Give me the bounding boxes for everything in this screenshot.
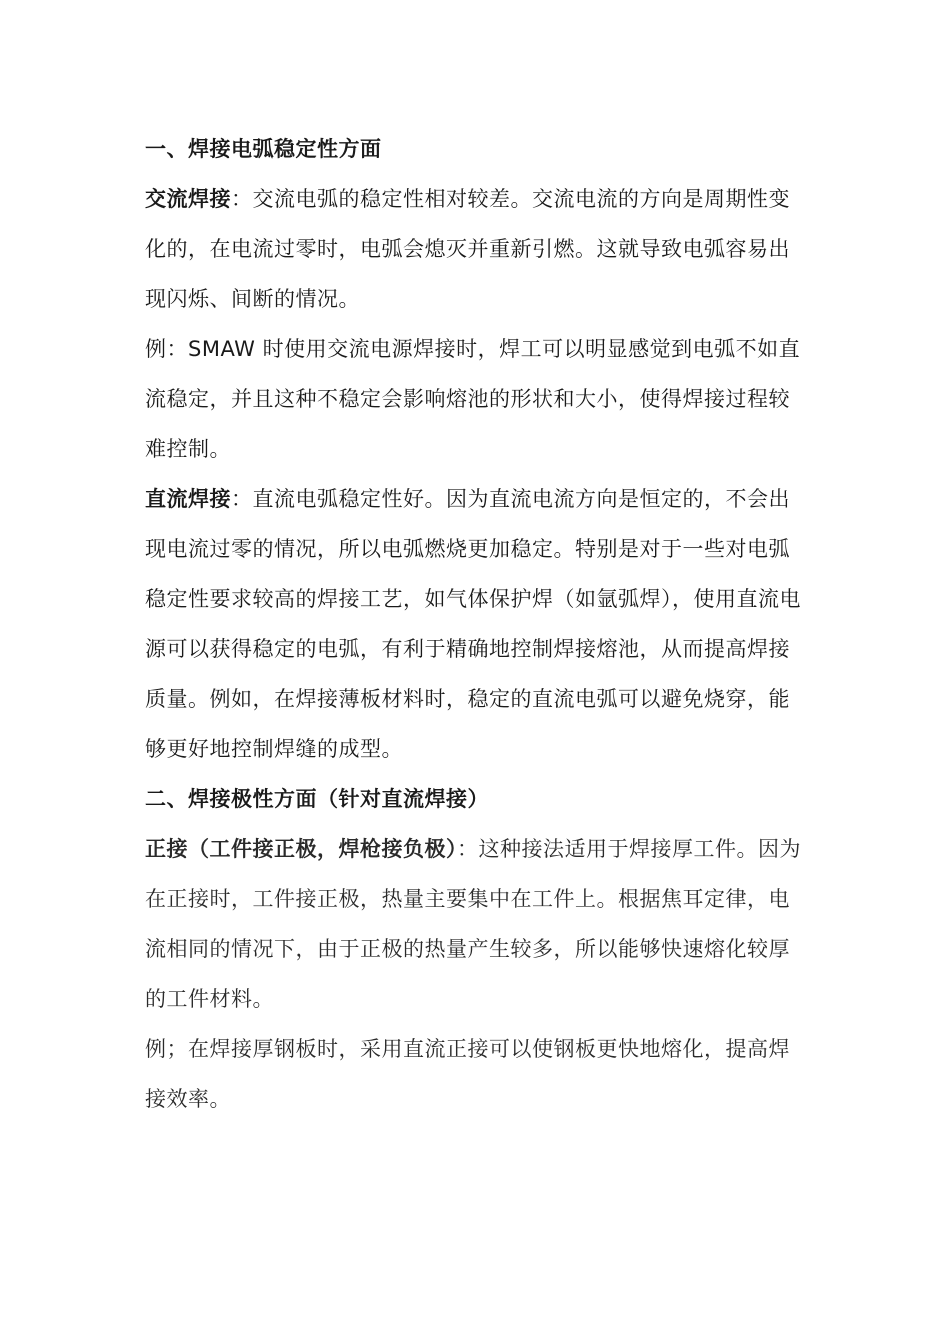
ac-welding-text: ：交流电弧的稳定性相对较差。交流电流的方向是周期性变化的，在电流过零时，电弧会熄灭并重新引燃。这就导致电弧容易出现闪烁、间断的情况。: [145, 187, 790, 311]
ac-welding-paragraph: [145, 174, 810, 324]
section2-heading: 二、焊接极性方面（针对直流焊接）: [145, 787, 489, 811]
section1-heading: 一、焊接电弧稳定性方面: [145, 137, 382, 161]
positive-polarity-text: ：这种接法适用于焊接厚工件。因为在正接时，工件接正极，热量主要集中在工件上。根据焦耳定律，电流相同的情况下，由于正极的热量产生较多，所以能够快速熔化较厚的工件材料。: [145, 837, 801, 1011]
positive-polarity-lead: 正接（工件接正极，焊枪接负极）: [145, 836, 457, 861]
document-page: [145, 124, 810, 1124]
ac-welding-lead: 交流焊接: [145, 187, 231, 211]
dc-welding-lead: 直流焊接: [145, 487, 231, 511]
positive-polarity-paragraph: [145, 824, 810, 1024]
dc-welding-text: ：直流电弧稳定性好。因为直流电流方向是恒定的，不会出现电流过零的情况，所以电弧燃烧更加稳定。特别是对于一些对电弧稳定性要求较高的焊接工艺，如气体保护焊（如氩弧焊），使用直流电源可以获得稳定的电弧，有利于精确地控制焊接熔池，从而提高焊接质量。例如，在焊接薄板材料时，稳定的直流电弧可以避免烧穿，能够更好地控制焊缝的成型。: [145, 487, 801, 761]
positive-example-paragraph: 例；在焊接厚钢板时，采用直流正接可以使钢板更快地熔化，提高焊接效率。: [145, 1037, 790, 1111]
dc-welding-paragraph: [145, 474, 810, 774]
ac-example-paragraph: 例：SMAW 时使用交流电源焊接时，焊工可以明显感觉到电弧不如直流稳定，并且这种不稳定会影响熔池的形状和大小，使得焊接过程较难控制。: [145, 337, 801, 461]
